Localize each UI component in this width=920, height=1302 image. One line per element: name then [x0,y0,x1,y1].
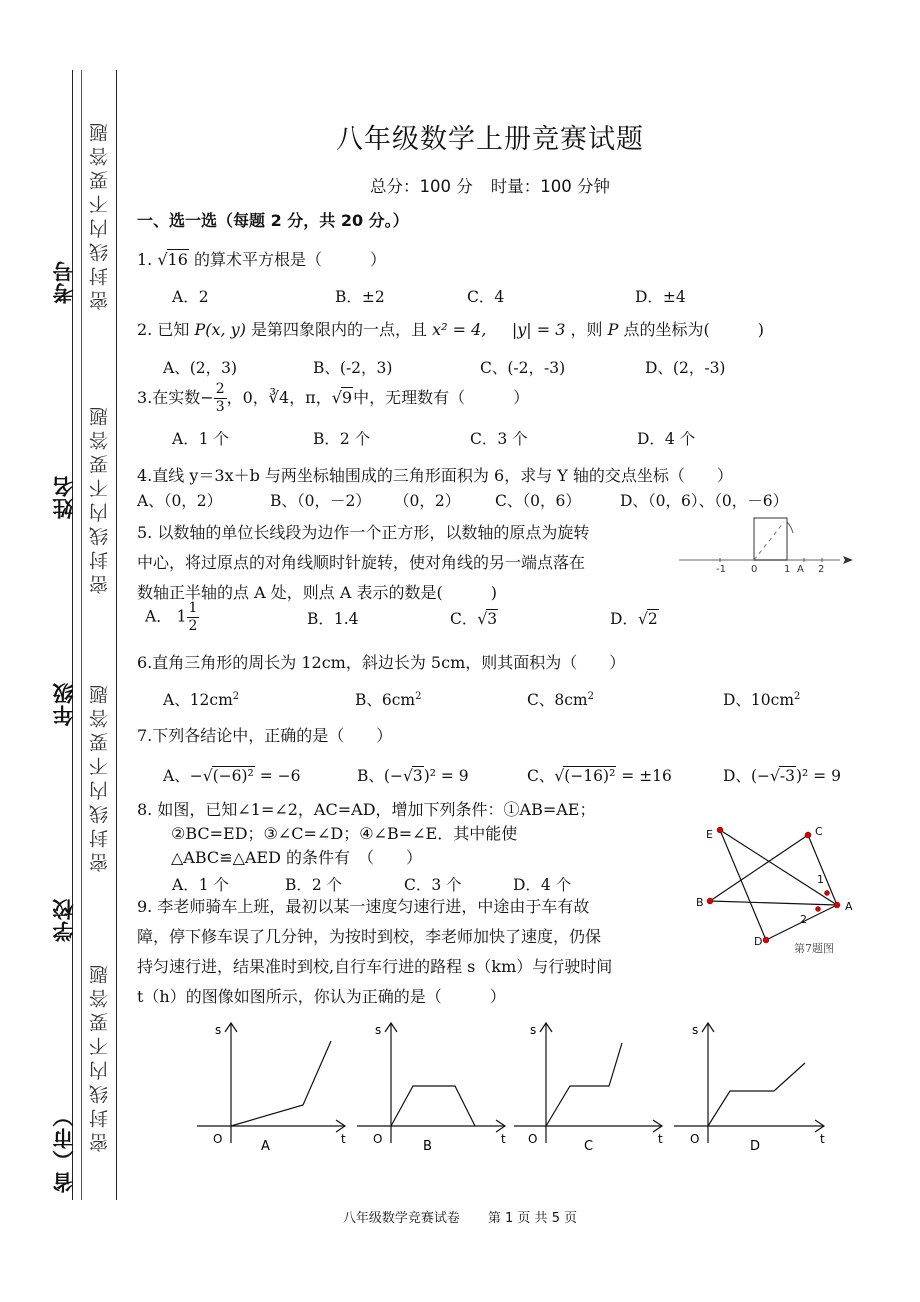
graph-label: A [261,1139,270,1153]
question-text: 持匀速行进，结果准时到校,自行车行进的路程 s（km）与行驶时间 [137,957,613,976]
axis-label-s: s [375,1023,382,1037]
total-score: 总分：100 分 [370,177,473,196]
binding-line-right [116,70,117,1200]
option-label: A． [145,607,172,626]
radicand: (−6)² [212,767,254,785]
graph-option-d [672,1018,832,1153]
q4-option-a: A、（0，2） [137,492,223,510]
figure-caption: 第7题图 [794,942,834,955]
option-label: D． [610,610,638,628]
q7-option-d: D、(−√-3)² = 9 [723,767,841,785]
math-expr: )² = 9 [423,767,469,785]
axis-label-s: s [215,1023,222,1037]
question-text: 在实数 [152,388,201,407]
q7-option-b: B、(−√3)² = 9 [357,767,469,785]
option-label: A、 [163,767,190,785]
question-8 [137,798,595,870]
question-text: 8. 如图，已知∠1=∠2，AC=AD，增加下列条件：①AB=AE； [137,800,596,819]
binding-line-outer [72,70,73,1200]
math-expr: P(x, y) [194,320,246,339]
exponent: 2 [232,690,240,702]
question-7 [137,723,392,746]
radicand: (−16)² [564,767,616,785]
tick-label: A [797,564,804,575]
question-text: 已知 [157,320,190,339]
q3-option-d: D．4 个 [637,430,696,448]
math-expr: (− [383,767,403,785]
point-label-e: E [706,828,713,841]
exam-name: 八年级数学竞赛试卷 [342,1211,460,1226]
q1-option-b: B．±2 [335,288,385,306]
radicand: 3 [487,610,498,628]
question-number: 6. [137,653,153,672]
field-province [48,1105,80,1193]
section-heading: 一、选一选（每题 2 分，共 20 分。） [137,211,409,230]
denominator: 2 [188,618,198,634]
numerator: 1 [188,600,198,616]
q5-option-a [145,600,199,635]
q5-option-d: D．√2 [610,610,658,628]
angle-label-1: 1 [817,873,824,886]
question-number: 4. [137,466,153,485]
q1-option-c: C．4 [467,288,505,306]
origin-label: O [213,1132,223,1146]
origin-label: O [528,1132,538,1146]
math-expr: P [607,320,619,339]
axis-label-t: t [341,1132,346,1146]
minus-sign: − [200,388,214,407]
option-text: C、8cm [527,691,588,709]
radicand: 2 [647,610,658,628]
question-text: 中心，将过原点的对角线顺时针旋转，使对角线的另一端点落在 [137,553,586,572]
seal-warning: 密封线内不要答题 [89,680,111,872]
math-expr: = ±16 [616,767,672,785]
exponent: 2 [587,690,594,702]
question-text: 数轴正半轴的点 A 处，则点 A 表示的数是( ) [137,583,497,602]
question-text: 是第四象限内的一点，且 [251,320,428,339]
page-title: 八年级数学上册竞赛试题 [336,124,644,155]
math-expr: )² = 9 [795,767,841,785]
question-text: 下列各结论中，正确的是（ ） [152,726,393,745]
tick-label: 1 [784,564,791,575]
origin-label: O [690,1132,700,1146]
q4-option-b2: （0，2） [394,492,461,510]
axis-label-t: t [820,1132,825,1146]
question-number: 7. [137,726,153,745]
q7-option-c: C、√(−16)² = ±16 [527,767,672,785]
question-4 [137,463,733,486]
q2-option-d: D、(2，-3) [645,359,726,377]
q4-option-c: C、（0，6） [495,492,581,510]
fraction [214,381,227,416]
number-line-figure [675,510,865,580]
question-2 [137,317,764,340]
q4-option-b: B、（0，－2） [270,492,371,510]
q5-option-c: C．√3 [450,610,498,628]
question-text: ，则 [570,320,603,339]
question-number: 2. [137,320,153,339]
question-text: 障，停下修车误了几分钟，为按时到校，李老师加快了速度，仍保 [137,927,602,946]
field-grade [48,682,80,726]
question-5 [137,518,589,608]
option-label: B、 [357,767,384,785]
page-info: 第 1 页 共 5 页 [487,1211,578,1226]
axis-label-s: s [692,1023,699,1037]
question-text: 直线 y＝3x＋b 与两坐标轴围成的三角形面积为 6，求与 Y 轴的交点坐标（ ） [152,466,733,485]
whole-part: 1 [176,607,187,626]
question-text: 9. 李老师骑车上班，最初以某一速度匀速行进，中途由于车有故 [137,897,590,916]
graph-option-a [195,1018,355,1153]
question-text: 的算术平方根是（ ） [194,250,387,269]
axis-label-t: t [501,1132,506,1146]
option-text: D、10cm [723,691,795,709]
math-expr: (− [750,767,770,785]
point-label-c: C [815,825,823,838]
point-label-b: B [696,896,704,909]
binding-line-inner [81,70,82,1200]
math-expr: = −6 [254,767,301,785]
q6-option-b [355,688,422,710]
numerator: 2 [215,381,225,397]
graph-option-c [512,1018,672,1153]
page-footer [0,1207,920,1226]
option-label: C． [450,610,478,628]
option-label: D、 [723,767,751,785]
math-expr: |y| = 3 [511,320,566,339]
question-text: 5. 以数轴的单位长线段为边作一个正方形，以数轴的原点为旋转 [137,523,590,542]
option-text: A、12cm [163,691,233,709]
q6-option-a [163,688,239,710]
radicand: -3 [779,767,795,785]
question-text: ，0， [226,388,269,407]
field-exam-number [48,260,80,304]
question-1: 1. √16 的算术平方根是（ ） [137,250,387,269]
graph-label: C [584,1139,594,1153]
seal-warning: 密封线内不要答题 [89,402,111,594]
point-label-a: A [845,900,853,913]
duration: 时量：100 分钟 [490,177,610,196]
math-expr: x² = 4, [432,320,487,339]
tick-label: -1 [716,564,726,575]
question-number: 3. [137,388,153,407]
seal-warning: 密封线内不要答题 [89,960,111,1152]
tick-label: 0 [751,564,758,575]
q2-option-c: C、(-2，-3) [480,359,566,377]
field-label: 省（市） [52,1105,76,1193]
radicand: 3 [412,767,423,785]
axis-label-t: t [658,1132,663,1146]
q3-option-b: B．2 个 [313,430,371,448]
tick-label: 2 [818,564,825,575]
exponent: 2 [415,690,422,702]
point-label-d: D [754,935,763,945]
q3-option-c: C．3 个 [470,430,528,448]
radicand: 16 [167,250,188,269]
field-label: 考号 [52,260,76,304]
radicand: 9 [341,388,353,407]
q8-option-d: D．4 个 [513,876,572,894]
q2-option-b: B、(-2，3) [313,359,393,377]
option-text: B、6cm [355,691,416,709]
q1-option-d: D．±4 [635,288,686,306]
triangle-figure [690,815,870,945]
question-text: 点的坐标为( ) [623,320,765,339]
field-label: 姓名 [52,475,76,519]
question-text: ，π， [289,388,332,407]
q3-option-a: A．1 个 [172,430,229,448]
q7-option-a: A、−√(−6)² = −6 [163,767,301,785]
field-school [48,898,80,942]
q8-option-b: B．2 个 [285,876,343,894]
field-name [48,475,80,519]
question-text: t（h）的图像如图所示，你认为正确的是（ ） [137,987,506,1006]
question-text: 中，无理数有（ ） [353,388,530,407]
denominator: 3 [215,399,225,415]
exponent: 2 [794,690,801,702]
exam-meta [0,173,920,197]
origin-label: O [373,1132,383,1146]
question-text: ②BC=ED；③∠C=∠D；④∠B=∠E．其中能使 [171,824,518,843]
option-label: C、 [527,767,555,785]
q8-option-c: C．3 个 [404,876,462,894]
fraction [187,600,200,635]
seal-warning: 密封线内不要答题 [89,118,111,310]
q6-option-c [527,688,594,710]
q1-option-a: A．2 [172,288,209,306]
axis-label-s: s [530,1023,537,1037]
q4-option-d: D、（0，6）、（0，－6） [620,492,789,510]
field-label: 学校 [52,898,76,942]
graph-label: B [423,1139,432,1153]
question-3: 3.在实数− $\frac{2}{3}$ ，0，∛4，π，√9中，无理数有（ ） [137,381,530,415]
q2-option-a: A、(2，3) [163,359,238,377]
q8-option-a: A．1 个 [172,876,229,894]
cube-root: ∛4 [268,388,290,407]
question-9 [137,892,612,1012]
angle-label-2: 2 [800,913,807,926]
field-label: 年级 [52,682,76,726]
question-text: △ABC≌△AED 的条件有 （ ） [171,848,423,867]
question-6 [137,650,625,673]
graph-label: D [750,1139,761,1153]
q5-option-b: B．1.4 [307,610,359,628]
question-number: 1. [137,250,153,269]
graph-option-b [355,1018,515,1153]
math-expr: − [189,767,203,785]
q6-option-d [723,688,800,710]
question-text: 直角三角形的周长为 12cm，斜边长为 5cm，则其面积为（ ） [152,653,626,672]
